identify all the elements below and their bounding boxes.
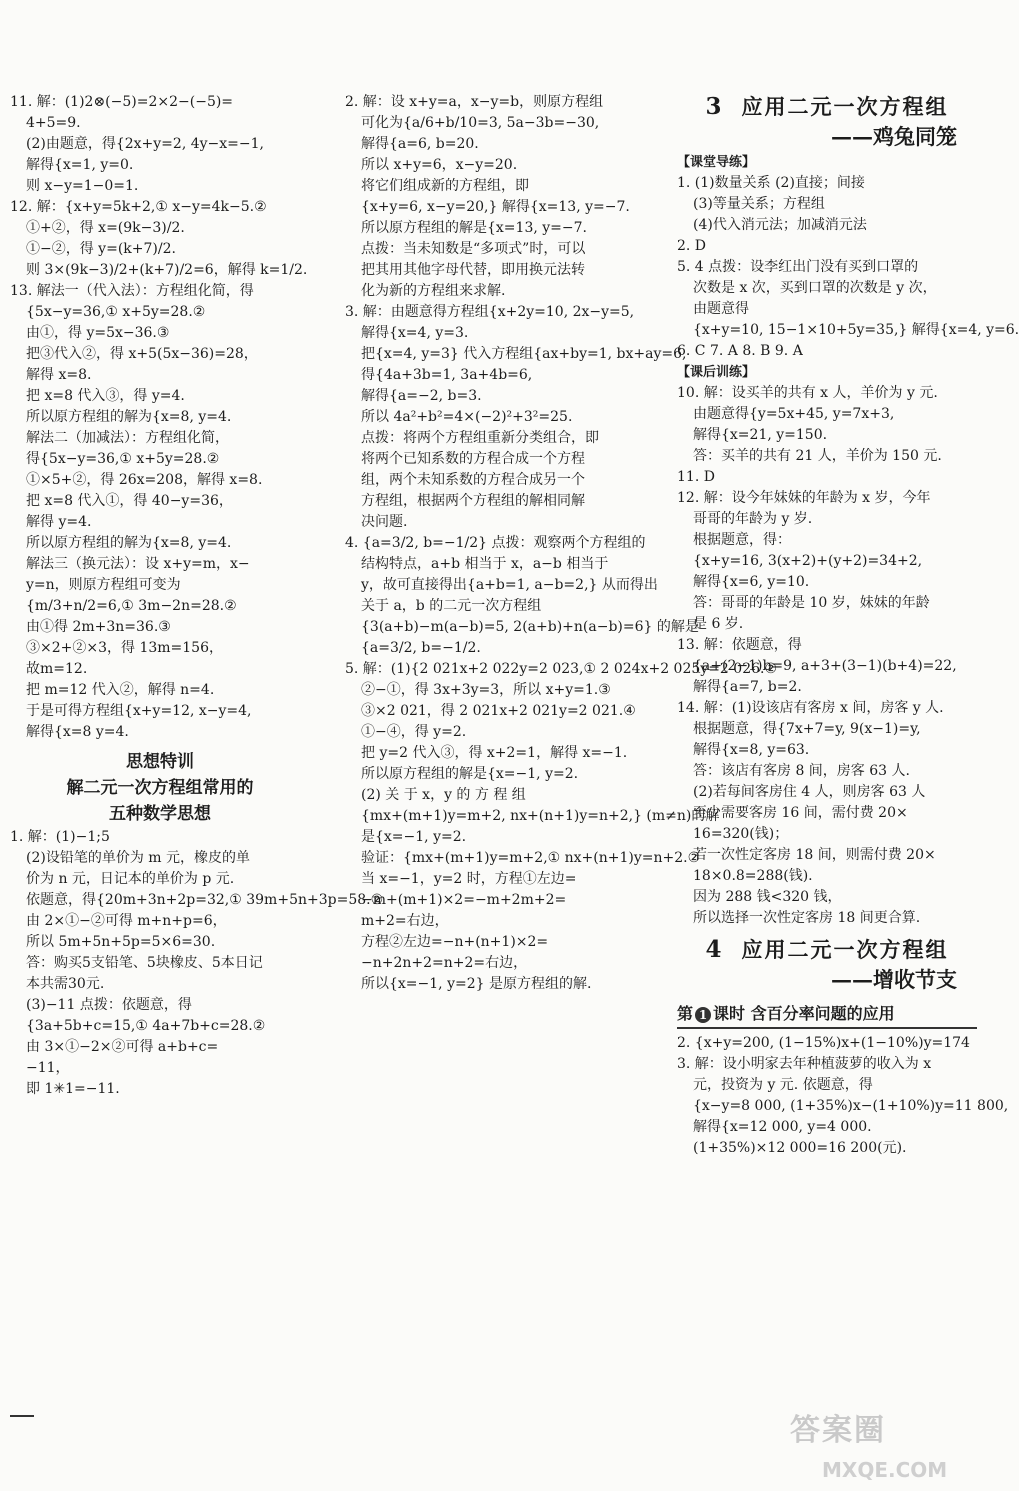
answer-line: 所以 5m+5n+5p=5×6=30. <box>26 934 216 950</box>
answer-block-training <box>10 827 384 1100</box>
answer-line: 关于 a，b 的二元一次方程组 <box>361 598 542 614</box>
answer-line: −n+2n+2=n+2=右边， <box>361 955 528 971</box>
answer-line: 4+5=9. <box>26 115 81 131</box>
answer-line: 可化为{a/6+b/10=3, 5a−3b=−30, <box>361 115 600 131</box>
answer-line: 4. {a=3/2, b=−1/2} 点拨：观察两个方程组的 <box>345 535 646 551</box>
answer-line: 故m=12. <box>26 661 88 677</box>
answer-line: 根据题意，得{7x+7=y, 9(x−1)=y, <box>693 721 921 737</box>
answer-line: 决问题. <box>361 514 408 530</box>
section-3-title <box>677 92 977 122</box>
special-training-title: 思想特训 <box>126 752 194 772</box>
answer-line: 元，投资为 y 元. 依题意，得 <box>693 1077 873 1093</box>
answer-line: 把 m=12 代入②，解得 n=4. <box>26 682 215 698</box>
answer-line: 12. 解：{x+y=5k+2,① x−y=4k−5.② <box>10 199 267 215</box>
answer-line: 5. 解：(1){2 021x+2 022y=2 023,① 2 024x+2 025y=2 026.② <box>345 661 778 677</box>
answer-line: (3)−11 点拨：依题意，得 <box>26 997 192 1013</box>
answer-line: 解得{x=6, y=10. <box>693 574 810 590</box>
answer-line: 将两个已知系数的方程合成一个方程 <box>361 451 585 467</box>
answer-line: 因为 288 钱<320 钱， <box>693 889 842 905</box>
answer-line: 得{4a+3b=1, 3a+4b=6, <box>361 367 533 383</box>
answer-line: (4)代入消元法；加减消元法 <box>693 217 867 233</box>
answer-line: −11， <box>26 1060 70 1076</box>
answer-line: 答：买羊的共有 21 人，羊价为 150 元. <box>693 448 942 464</box>
answer-line: {5x−y=36,① x+5y=28.② <box>26 304 206 320</box>
section-4-subtitle: ——增收节支 <box>831 967 957 992</box>
answer-line: 5. 4 点拨：设李红出门没有买到口罩的 <box>677 259 919 275</box>
answer-line: 6. C 7. A 8. B 9. A <box>677 343 803 359</box>
answer-line: 解得{x=4, y=3. <box>361 325 469 341</box>
answer-line: {a=3/2, b=−1/2. <box>361 640 481 656</box>
lesson-number-badge: 1 <box>695 1007 711 1023</box>
answer-line: 答：哥哥的年龄是 10 岁，妹妹的年龄 <box>693 595 930 611</box>
answer-block-lesson-1 <box>677 1033 1009 1159</box>
special-training-heading-2: 五种数学思想 <box>109 804 211 824</box>
answer-line: {a+(2−1)b=9, a+3+(3−1)(b+4)=22, <box>693 658 957 674</box>
answer-line: 根据题意，得： <box>693 532 791 548</box>
answer-line: 价为 n 元，日记本的单价为 p 元. <box>26 871 235 887</box>
answer-line: 依题意，得{20m+3n+2p=32,① 39m+5n+3p=58.② <box>26 892 384 908</box>
answer-line: 3. 解：设小明家去年种植菠萝的收入为 x <box>677 1056 932 1072</box>
answer-line: 2. {x+y=200, (1−15%)x+(1−10%)y=174 <box>677 1035 970 1051</box>
answer-block-classroom <box>677 173 1019 362</box>
section-4-title <box>677 935 977 965</box>
answer-line: 由 2×①−②可得 m+n+p=6， <box>26 913 227 929</box>
answer-line: 验证：{mx+(m+1)y=m+2,① nx+(n+1)y=n+2.② <box>361 850 701 866</box>
section-3-subtitle: ——鸡兔同笼 <box>831 124 957 149</box>
answer-line: 所以 4a²+b²=4×(−2)²+3²=25. <box>361 409 573 425</box>
answer-line: 解得{x=1, y=0. <box>26 157 134 173</box>
answer-line: 所以 x+y=6，x−y=20. <box>361 157 518 173</box>
watermark-text: 答案圈 <box>790 1413 886 1448</box>
answer-line: {3(a+b)−m(a−b)=5, 2(a+b)+n(a−b)=6} 的解是 <box>361 619 699 635</box>
answer-line: 把③代入②，得 x+5(5x−36)=28， <box>26 346 258 362</box>
answer-line: 把 x=8 代入③，得 y=4. <box>26 388 185 404</box>
answer-line: 由①，得 y=5x−36.③ <box>26 325 170 341</box>
answer-line: (2)若每间客房住 4 人，则房客 63 人 <box>693 784 926 800</box>
answer-line: 答：购买5支铅笔、5块橡皮、5本日记 <box>26 955 263 971</box>
answer-line: 11. 解：(1)2⊗(−5)=2×2−(−5)= <box>10 94 234 110</box>
answer-line: {mx+(m+1)y=m+2, nx+(n+1)y=n+2,} (m≠n)的解 <box>361 808 720 824</box>
answer-column-left <box>10 92 384 1100</box>
answer-line: {m/3+n/2=6,① 3m−2n=28.② <box>26 598 237 614</box>
answer-line: 由题意得 <box>693 301 749 317</box>
answer-line: 18×0.8=288(钱). <box>693 868 813 884</box>
answer-line: 解得{a=−2, b=3. <box>361 388 482 404</box>
answer-line: {x+y=16, 3(x+2)+(y+2)=34+2, <box>693 553 923 569</box>
answer-line: 解得{a=7, b=2. <box>693 679 802 695</box>
section-3-number: 3 <box>705 93 724 120</box>
answer-block-after-class <box>677 383 977 929</box>
answer-line: 由①得 2m+3n=36.③ <box>26 619 171 635</box>
answer-line: ①+②，得 x=(9k−3)/2. <box>26 220 185 236</box>
answer-line: 把其用其他字母代替，即用换元法转 <box>361 262 585 278</box>
answer-line: y=n，则原方程组可变为 <box>26 577 181 593</box>
answer-line: 则 3×(9k−3)/2+(k+7)/2=6，解得 k=1/2. <box>26 262 308 278</box>
answer-line: 13. 解法一（代入法）：方程组化简，得 <box>10 283 254 299</box>
answer-line: 化为新的方程组来求解. <box>361 283 506 299</box>
answer-line: 由 3×①−2×②可得 a+b+c= <box>26 1039 219 1055</box>
answer-line: 13. 解：依题意，得 <box>677 637 802 653</box>
answer-line: 1. (1)数量关系 (2)直接；间接 <box>677 175 865 191</box>
answer-line: (3)等量关系；方程组 <box>693 196 825 212</box>
answer-line: 当 x=−1，y=2 时，方程①左边= <box>361 871 577 887</box>
answer-line: 所以原方程组的解是{x=−1, y=2. <box>361 766 579 782</box>
watermark-url: MXQE.COM <box>822 1458 948 1482</box>
answer-line: 所以选择一次性定客房 18 间更合算. <box>693 910 921 926</box>
answer-line: 11. D <box>677 469 715 485</box>
answer-line: (2) 关 于 x，y 的 方 程 组 <box>361 787 526 803</box>
answer-line: 解得{x=12 000, y=4 000. <box>693 1119 872 1135</box>
answer-line: ①−④，得 y=2. <box>361 724 467 740</box>
special-training-heading-1: 解二元一次方程组常用的 <box>66 778 254 798</box>
answer-line: 组，两个未知系数的方程合成另一个 <box>361 472 585 488</box>
answer-line: ①−②，得 y=(k+7)/2. <box>26 241 176 257</box>
answer-line: 点拨：将两个方程组重新分类组合，即 <box>361 430 599 446</box>
lesson-heading <box>677 1001 977 1029</box>
answer-line: −m+(m+1)×2=−m+2m+2= <box>361 892 567 908</box>
after-class-tag: 【课后训练】 <box>677 365 756 380</box>
answer-line: 1. 解：(1)−1;5 <box>10 829 110 845</box>
answer-line: 本共需30元. <box>26 976 105 992</box>
answer-line: 解得 x=8. <box>26 367 92 383</box>
answer-line: 是 6 岁. <box>693 616 744 632</box>
answer-line: 解得{x=8 y=4. <box>26 724 129 740</box>
classroom-practice-tag: 【课堂导练】 <box>677 155 756 170</box>
answer-line: 解得{x=8, y=63. <box>693 742 810 758</box>
answer-line: 16=320(钱)； <box>693 826 789 842</box>
section-3-title-text: 应用二元一次方程组 <box>741 94 949 119</box>
answer-line: 14. 解：(1)设该店有客房 x 间，房客 y 人. <box>677 700 944 716</box>
watermark-logo <box>790 1413 990 1486</box>
section-4-number: 4 <box>705 936 724 963</box>
answer-line: 结构特点，a+b 相当于 x，a−b 相当于 <box>361 556 609 572</box>
answer-line: 所以原方程组的解为{x=8, y=4. <box>26 535 232 551</box>
answer-line: m+2=右边， <box>361 913 449 929</box>
answer-line: 即 1✳1=−11. <box>26 1081 120 1097</box>
lesson-prefix: 第 <box>677 1004 694 1023</box>
answer-line: 得{5x−y=36,① x+5y=28.② <box>26 451 220 467</box>
answer-line: 解得 y=4. <box>26 514 92 530</box>
answer-line: {x−y=8 000, (1+35%)x−(1+10%)y=11 800, <box>693 1098 1009 1114</box>
answer-line: 答：该店有客房 8 间，房客 63 人. <box>693 763 910 779</box>
answer-line: ①×5+②，得 26x=208，解得 x=8. <box>26 472 263 488</box>
answer-line: 方程②左边=−n+(n+1)×2= <box>361 934 549 950</box>
answer-line: 所以{x=−1, y=2} 是原方程组的解. <box>361 976 592 992</box>
answer-line: ③×2+②×3，得 13m=156， <box>26 640 223 656</box>
answer-line: 解法二（加减法）：方程组化简， <box>26 430 229 446</box>
answer-line: 2. D <box>677 238 707 254</box>
section-4-title-text: 应用二元一次方程组 <box>741 937 949 962</box>
lesson-title: 课时 含百分率问题的应用 <box>713 1004 895 1023</box>
answer-line: 是{x=−1, y=2. <box>361 829 467 845</box>
answer-line: 于是可得方程组{x+y=12, x−y=4, <box>26 703 252 719</box>
answer-line: ②−①，得 3x+3y=3，所以 x+y=1.③ <box>361 682 611 698</box>
answer-line: (2)由题意，得{2x+y=2, 4y−x=−1, <box>26 136 264 152</box>
answer-line: 次数是 x 次，买到口罩的次数是 y 次， <box>693 280 937 296</box>
answer-line: {x+y=10, 15−1×10+5y=35,} 解得{x=4, y=6. <box>693 322 1019 338</box>
answer-block-11-13 <box>10 92 310 743</box>
answer-line: (1+35%)×12 000=16 200(元). <box>693 1140 907 1156</box>
answer-line: 点拨：当未知数是“多项式”时，可以 <box>361 241 586 257</box>
answer-line: 哥哥的年龄为 y 岁. <box>693 511 813 527</box>
footer-rule <box>10 1415 34 1417</box>
answer-line: 2. 解：设 x+y=a，x−y=b，则原方程组 <box>345 94 604 110</box>
answer-line: 解法三（换元法）：设 x+y=m，x− <box>26 556 250 572</box>
answer-line: 将它们组成新的方程组，即 <box>361 178 529 194</box>
answer-line: 解得{a=6, b=20. <box>361 136 479 152</box>
answer-line: 3. 解：由题意得方程组{x+2y=10, 2x−y=5, <box>345 304 635 320</box>
answer-line: ③×2 021，得 2 021x+2 021y=2 021.④ <box>361 703 636 719</box>
answer-line: y，故可直接得出{a+b=1, a−b=2,} 从而得出 <box>361 577 658 593</box>
answer-line: 10. 解：设买羊的共有 x 人，羊价为 y 元. <box>677 385 938 401</box>
answer-line: 所以原方程组的解是{x=13, y=−7. <box>361 220 587 236</box>
answer-line: {x+y=6, x−y=20,} 解得{x=13, y=−7. <box>361 199 630 215</box>
answer-line: 把{x=4, y=3} 代入方程组{ax+by=1, bx+ay=6, <box>361 346 687 362</box>
answer-line: 把 y=2 代入③，得 x+2=1，解得 x=−1. <box>361 745 628 761</box>
answer-line: 12. 解：设今年妹妹的年龄为 x 岁，今年 <box>677 490 931 506</box>
answer-line: 方程组，根据两个方程组的解相同解 <box>361 493 585 509</box>
answer-line: 若一次性定客房 18 间，则需付费 20× <box>693 847 936 863</box>
answer-line: 至少需要客房 16 间，需付费 20× <box>693 805 908 821</box>
answer-line: 解得{x=21, y=150. <box>693 427 828 443</box>
answer-line: (2)设铅笔的单价为 m 元，橡皮的单 <box>26 850 251 866</box>
answer-line: 所以原方程组的解为{x=8, y=4. <box>26 409 232 425</box>
answer-line: 则 x−y=1−0=1. <box>26 178 139 194</box>
answer-column-right <box>677 92 1019 1159</box>
answer-line: 由题意得{y=5x+45, y=7x+3, <box>693 406 895 422</box>
answer-line: {3a+5b+c=15,① 4a+7b+c=28.② <box>26 1018 266 1034</box>
answer-line: 把 x=8 代入①，得 40−y=36， <box>26 493 233 509</box>
